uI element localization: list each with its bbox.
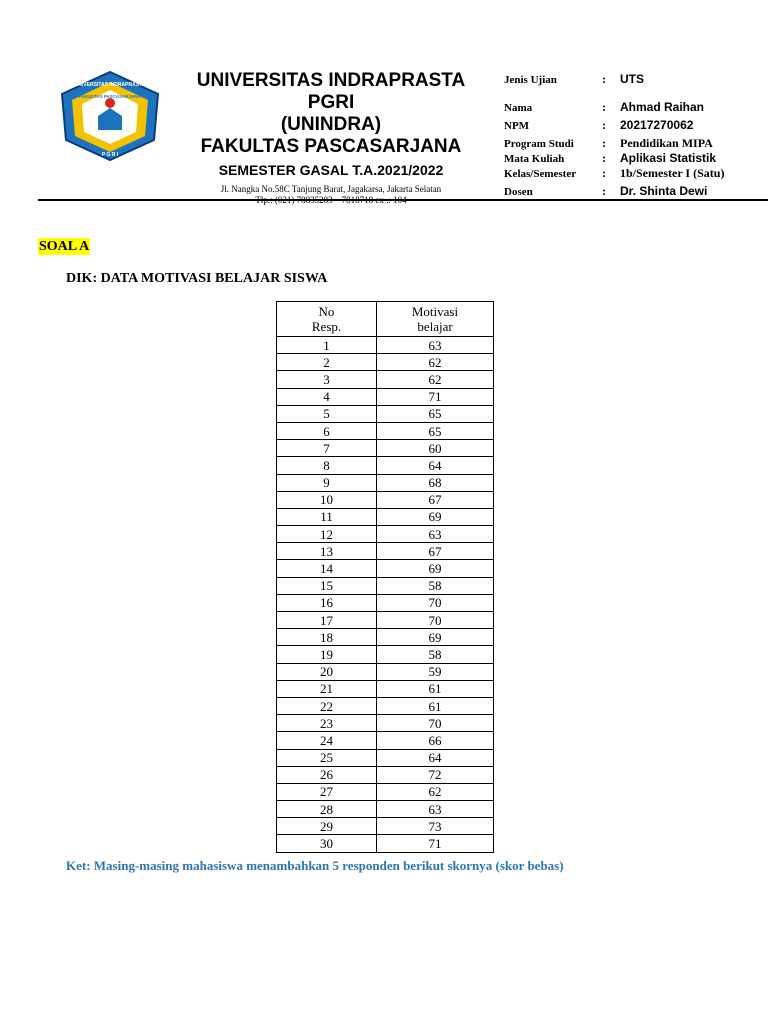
info-row-kelas-semester: [504, 166, 764, 184]
cell-resp-no: 15: [277, 577, 377, 594]
cell-resp-no: 12: [277, 526, 377, 543]
logo-text-mid: FAKULTAS PASCASARJANA: [79, 94, 141, 99]
university-header: [172, 70, 490, 206]
info-row-mata-kuliah: [504, 151, 764, 166]
cell-motivation-score: 64: [377, 457, 494, 474]
info-row-jenis-ujian: [504, 72, 764, 100]
table-row: [277, 526, 494, 543]
cell-resp-no: 20: [277, 663, 377, 680]
cell-resp-no: 18: [277, 629, 377, 646]
col-header-motivasi-line2: belajar: [417, 319, 453, 334]
data-heading: DIK: DATA MOTIVASI BELAJAR SISWA: [66, 271, 328, 286]
table-row: [277, 646, 494, 663]
col-header-motivasi-line1: Motivasi: [411, 304, 459, 319]
info-label: Dosen: [504, 186, 533, 198]
table-header-row: [277, 302, 494, 337]
cell-resp-no: 26: [277, 766, 377, 783]
cell-motivation-score: 66: [377, 732, 494, 749]
info-row-dosen: [504, 184, 764, 200]
col-header-no-line1: No: [318, 304, 335, 319]
table-row: [277, 801, 494, 818]
motivation-table: [276, 301, 494, 853]
cell-motivation-score: 63: [377, 801, 494, 818]
table-row: [277, 749, 494, 766]
table-row: [277, 697, 494, 714]
cell-resp-no: 22: [277, 697, 377, 714]
cell-resp-no: 1: [277, 337, 377, 354]
cell-resp-no: 27: [277, 783, 377, 800]
cell-resp-no: 21: [277, 680, 377, 697]
table-row: [277, 663, 494, 680]
cell-motivation-score: 69: [377, 629, 494, 646]
cell-motivation-score: 65: [377, 422, 494, 439]
address-line-1: Jl. Nangka No.58C Tanjung Barat, Jagakarsa, Jakarta Selatan: [220, 184, 442, 194]
table-row: [277, 560, 494, 577]
cell-motivation-score: 63: [377, 337, 494, 354]
cell-resp-no: 16: [277, 594, 377, 611]
cell-motivation-score: 68: [377, 474, 494, 491]
cell-motivation-score: 61: [377, 680, 494, 697]
cell-resp-no: 7: [277, 440, 377, 457]
table-row: [277, 422, 494, 439]
cell-motivation-score: 70: [377, 612, 494, 629]
cell-resp-no: 6: [277, 422, 377, 439]
table-row: [277, 783, 494, 800]
info-value: 20217270062: [620, 118, 694, 132]
table-row: [277, 577, 494, 594]
info-colon: :: [602, 72, 606, 86]
cell-motivation-score: 61: [377, 697, 494, 714]
table-row: [277, 508, 494, 525]
cell-resp-no: 28: [277, 801, 377, 818]
section-title: SOAL A: [39, 239, 90, 254]
table-row: [277, 732, 494, 749]
cell-motivation-score: 73: [377, 818, 494, 835]
cell-resp-no: 3: [277, 371, 377, 388]
cell-resp-no: 8: [277, 457, 377, 474]
info-label: Mata Kuliah: [504, 153, 565, 165]
info-label: Nama: [504, 102, 533, 114]
cell-resp-no: 19: [277, 646, 377, 663]
info-value: UTS: [620, 72, 644, 86]
info-value: Ahmad Raihan: [620, 100, 705, 114]
table-row: [277, 440, 494, 457]
cell-motivation-score: 70: [377, 594, 494, 611]
cell-motivation-score: 62: [377, 354, 494, 371]
table-row: [277, 594, 494, 611]
cell-motivation-score: 62: [377, 783, 494, 800]
note-text: Ket: Masing-masing mahasiswa menambahkan 5 responden berikut skornya (skor bebas): [66, 858, 564, 873]
cell-resp-no: 30: [277, 835, 377, 852]
info-label: Program Studi: [504, 138, 574, 150]
table-row: [277, 835, 494, 852]
table-row: [277, 337, 494, 354]
cell-motivation-score: 58: [377, 646, 494, 663]
table-row: [277, 818, 494, 835]
col-header-no: [277, 302, 377, 337]
table-row: [277, 680, 494, 697]
info-row-nama: [504, 100, 764, 118]
table-body: [277, 337, 494, 853]
cell-resp-no: 17: [277, 612, 377, 629]
cell-resp-no: 10: [277, 491, 377, 508]
cell-motivation-score: 62: [377, 371, 494, 388]
semester-label: SEMESTER GASAL T.A.2021/2022: [218, 162, 444, 178]
cell-resp-no: 14: [277, 560, 377, 577]
university-name: UNIVERSITAS INDRAPRASTA PGRI: [196, 70, 466, 113]
cell-resp-no: 29: [277, 818, 377, 835]
info-value: 1b/Semester I (Satu): [620, 166, 725, 180]
table-row: [277, 612, 494, 629]
table-row: [277, 715, 494, 732]
cell-motivation-score: 71: [377, 388, 494, 405]
faculty-name: FAKULTAS PASCASARJANA: [200, 136, 462, 157]
exam-info: [504, 72, 764, 200]
info-colon: :: [602, 166, 606, 180]
table-row: [277, 766, 494, 783]
cell-motivation-score: 69: [377, 560, 494, 577]
logo-text-top: UNIVERSITAS INDRAPRASTA: [74, 82, 146, 88]
cell-motivation-score: 67: [377, 491, 494, 508]
cell-motivation-score: 59: [377, 663, 494, 680]
table-row: [277, 629, 494, 646]
table-row: [277, 354, 494, 371]
col-header-no-line2: Resp.: [311, 319, 342, 334]
info-value: Dr. Shinta Dewi: [620, 184, 708, 198]
table-row: [277, 388, 494, 405]
cell-motivation-score: 70: [377, 715, 494, 732]
cell-motivation-score: 58: [377, 577, 494, 594]
cell-resp-no: 11: [277, 508, 377, 525]
cell-resp-no: 13: [277, 543, 377, 560]
cell-resp-no: 24: [277, 732, 377, 749]
cell-motivation-score: 69: [377, 508, 494, 525]
table-row: [277, 405, 494, 422]
cell-resp-no: 9: [277, 474, 377, 491]
university-abbr: (UNINDRA): [280, 114, 382, 135]
table-row: [277, 491, 494, 508]
cell-resp-no: 5: [277, 405, 377, 422]
info-label: NPM: [504, 120, 530, 132]
cell-motivation-score: 72: [377, 766, 494, 783]
info-colon: :: [602, 184, 606, 198]
info-value: Pendidikan MIPA: [620, 136, 713, 150]
info-colon: :: [602, 151, 606, 165]
info-label: Jenis Ujian: [504, 74, 557, 86]
cell-motivation-score: 65: [377, 405, 494, 422]
info-colon: :: [602, 118, 606, 132]
header-divider: [38, 199, 768, 201]
cell-motivation-score: 71: [377, 835, 494, 852]
cell-resp-no: 2: [277, 354, 377, 371]
cell-motivation-score: 63: [377, 526, 494, 543]
info-value: Aplikasi Statistik: [620, 151, 717, 165]
cell-resp-no: 4: [277, 388, 377, 405]
table-row: [277, 457, 494, 474]
logo-text-bottom: P G R I: [101, 152, 119, 158]
info-label: Kelas/Semester: [504, 168, 577, 180]
info-colon: :: [602, 100, 606, 114]
info-row-program-studi: [504, 136, 764, 151]
cell-resp-no: 25: [277, 749, 377, 766]
info-row-npm: [504, 118, 764, 136]
col-header-motivasi: [377, 302, 494, 337]
table-row: [277, 371, 494, 388]
cell-motivation-score: 60: [377, 440, 494, 457]
info-colon: :: [602, 136, 606, 150]
cell-motivation-score: 67: [377, 543, 494, 560]
cell-motivation-score: 64: [377, 749, 494, 766]
university-logo: [58, 70, 162, 162]
table-row: [277, 474, 494, 491]
cell-resp-no: 23: [277, 715, 377, 732]
table-row: [277, 543, 494, 560]
